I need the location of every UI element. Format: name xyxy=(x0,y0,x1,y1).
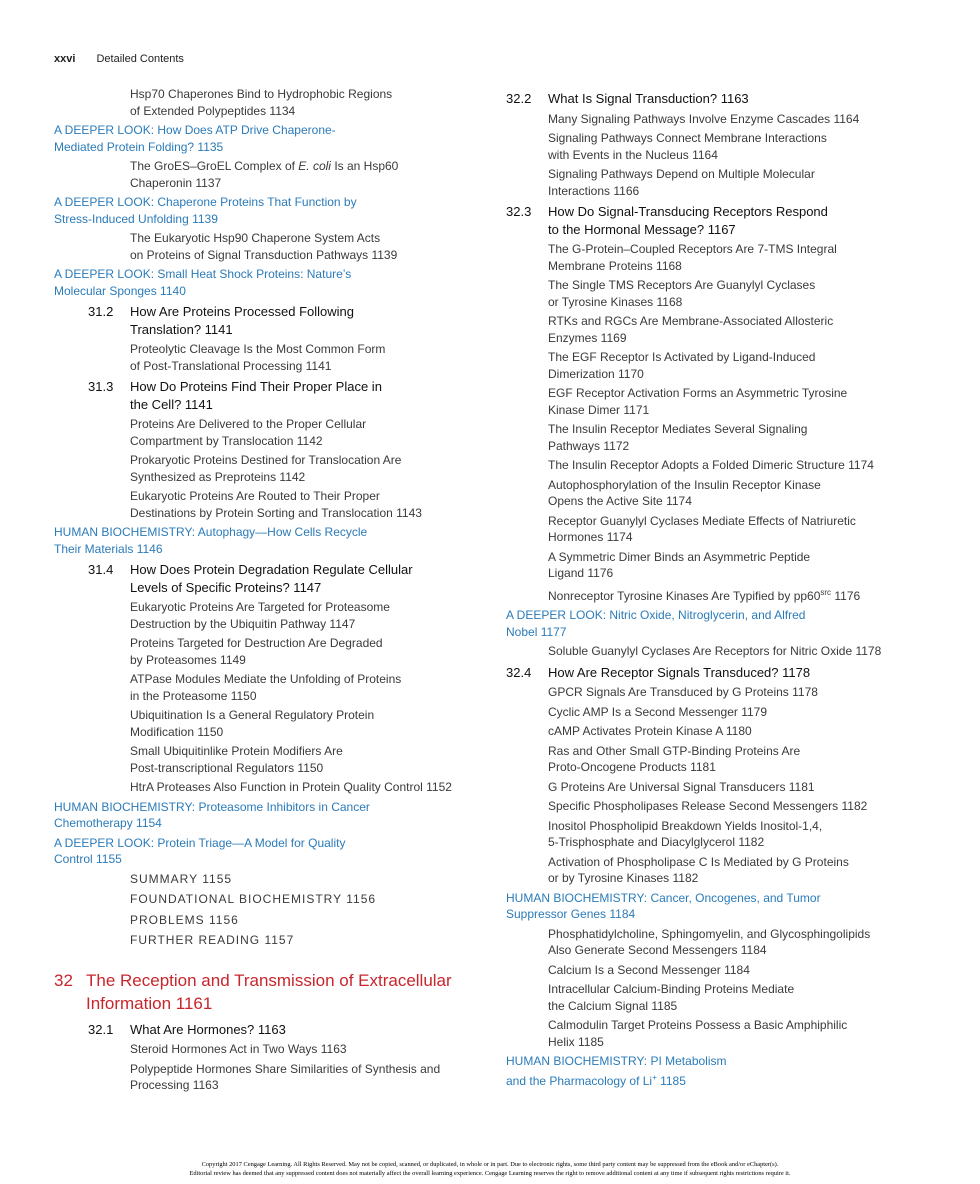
toc-entry-sub xyxy=(506,743,926,776)
entry-text: How Do Proteins Find Their Proper Place in the Cell? 1141 xyxy=(130,379,382,412)
toc-entry-sub xyxy=(54,599,474,632)
entry-text: Steroid Hormones Act in Two Ways 1163 xyxy=(130,1042,347,1056)
entry-text: cAMP Activates Protein Kinase A 1180 xyxy=(548,724,752,738)
entry-text: Prokaryotic Proteins Destined for Translocation Are Synthesized as Preproteins 1142 xyxy=(130,453,402,484)
toc-entry-end xyxy=(54,891,474,908)
entry-text: Small Ubiquitinlike Protein Modifiers Are Post-transcriptional Regulators 1150 xyxy=(130,744,343,775)
toc-entry-hl xyxy=(54,194,474,227)
toc-entry-sub xyxy=(54,158,474,191)
toc-entry-sub xyxy=(54,230,474,263)
toc-entry-sub xyxy=(506,277,926,310)
section-number: 31.3 xyxy=(88,379,114,394)
entry-text: The G-Protein–Coupled Receptors Are 7-TMS Integral Membrane Proteins 1168 xyxy=(548,242,837,273)
toc-entry-sub xyxy=(506,549,926,582)
section-number: 32.4 xyxy=(506,664,532,680)
running-head-title: Detailed Contents xyxy=(96,53,184,65)
toc-entry-sub xyxy=(506,684,926,701)
section-number: 32 xyxy=(54,970,73,990)
entry-text: Ubiquitination Is a General Regulatory Protein Modification 1150 xyxy=(130,708,375,739)
entry-text: What Is Signal Transduction? 1163 xyxy=(548,91,749,106)
section-number: 32.3 xyxy=(506,204,532,219)
page-number: xxvi xyxy=(54,53,76,65)
entry-text: The Insulin Receptor Adopts a Folded Dimeric Structure 1174 xyxy=(548,458,874,472)
section-number: 32.2 xyxy=(506,91,532,106)
entry-text: Many Signaling Pathways Involve Enzyme Cascades 1164 xyxy=(548,111,860,126)
entry-text: Calcium Is a Second Messenger 1184 xyxy=(548,962,750,977)
toc-entry-sub xyxy=(506,704,926,721)
entry-text: Polypeptide Hormones Share Similarities of Synthesis and Processing 1163 xyxy=(130,1061,441,1092)
entry-text: GPCR Signals Are Transduced by G Proteins 1178 xyxy=(548,685,818,699)
entry-text: Proteolytic Cleavage Is the Most Common Form of Post-Translational Processing 1141 xyxy=(130,342,386,373)
entry-text: The Eukaryotic Hsp90 Chaperone System Acts on Proteins of Signal Transduction Pathways 1139 xyxy=(130,231,398,262)
entry-text: ATPase Modules Mediate the Unfolding of Proteins in the Proteasome 1150 xyxy=(130,672,402,703)
toc-entry-hl xyxy=(54,524,474,557)
entry-text: Autophosphorylation of the Insulin Receptor Kinase Opens the Active Site 1174 xyxy=(548,477,821,508)
copyright-text: Copyright 2017 Cengage Learning. All Rights Reserved. May not be copied, scanned, or duplicated, in whole or in part. Due to electronic rights, some third party content may be suppressed from the eBook and/or eChapter(s). Editorial review has deemed that any suppressed content does not materially affect the overall learning experience. Cengage Learning reserves the right to remove additional content at any time if subsequent rights restrictions require it. xyxy=(189,1161,791,1177)
toc-entry-sub xyxy=(54,671,474,704)
toc-entry-sub xyxy=(506,421,926,454)
toc-entry-sub xyxy=(506,723,926,740)
toc-entry-end xyxy=(54,871,474,888)
toc-entry-section xyxy=(54,378,474,413)
entry-text: HUMAN BIOCHEMISTRY: Proteasome Inhibitors in Cancer Chemotherapy 1154 xyxy=(54,799,370,830)
toc-entry-sub xyxy=(54,488,474,521)
toc-entry-sub xyxy=(506,457,926,474)
toc-entry-hl xyxy=(54,266,474,299)
entry-text: Signaling Pathways Depend on Multiple Molecular Interactions 1166 xyxy=(548,167,815,198)
entry-text: Nonreceptor Tyrosine Kinases Are Typified by $pp60^{src}$ 1176 xyxy=(548,587,861,603)
toc-entry-sub xyxy=(506,385,926,418)
right-column xyxy=(506,86,926,1092)
toc-entry-sub xyxy=(54,86,474,119)
toc-entry-sub xyxy=(506,166,926,199)
entry-text: FURTHER READING 1157 xyxy=(130,933,295,947)
toc-entry-sub xyxy=(54,635,474,668)
entry-text: A DEEPER LOOK: How Does ATP Drive Chaperone- Mediated Protein Folding? 1135 xyxy=(54,123,336,154)
entry-text: A DEEPER LOOK: Nitric Oxide, Nitroglycerin, and Alfred Nobel 1177 xyxy=(506,608,806,639)
toc-entry-sub xyxy=(506,1017,926,1050)
toc-entry-sub xyxy=(54,416,474,449)
entry-text: Specific Phospholipases Release Second Messengers 1182 xyxy=(548,799,868,813)
toc-entry-end xyxy=(54,932,474,949)
chapter-heading xyxy=(54,969,474,1015)
entry-text: Eukaryotic Proteins Are Targeted for Proteasome Destruction by the Ubiquitin Pathway 1147 xyxy=(130,600,390,631)
toc-entry-sub xyxy=(506,241,926,274)
entry-text: Calmodulin Target Proteins Possess a Basic Amphiphilic Helix 1185 xyxy=(548,1018,848,1049)
entry-text: How Are Proteins Processed Following Translation? 1141 xyxy=(130,304,354,337)
toc-entry-sub xyxy=(506,313,926,346)
toc-entry-section xyxy=(54,561,474,596)
entry-text: FOUNDATIONAL BIOCHEMISTRY 1156 xyxy=(130,892,377,906)
entry-text: PROBLEMS 1156 xyxy=(130,912,239,927)
entry-text: A DEEPER LOOK: Protein Triage—A Model for Quality Control 1155 xyxy=(54,835,346,866)
entry-text: SUMMARY 1155 xyxy=(130,871,233,886)
copyright-notice xyxy=(0,1160,980,1178)
toc-entry-sub xyxy=(506,643,926,660)
toc-entry-sub xyxy=(506,818,926,851)
entry-text: Phosphatidylcholine, Sphingomyelin, and Glycosphingolipids Also Generate Second Messengers 1184 xyxy=(548,926,871,957)
toc-entry-sub xyxy=(54,341,474,374)
entry-text: A DEEPER LOOK: Chaperone Proteins That Function by Stress-Induced Unfolding 1139 xyxy=(54,195,357,226)
entry-text: The GroES–GroEL Complex of E. coli Is an Hsp60 Chaperonin 1137 xyxy=(130,159,399,190)
section-number: 31.4 xyxy=(88,562,114,577)
entry-text: Hsp70 Chaperones Bind to Hydrophobic Regions of Extended Polypeptides 1134 xyxy=(130,87,393,118)
toc-entry-sub xyxy=(506,798,926,815)
section-number: 31.2 xyxy=(88,304,114,319)
toc-entry-section xyxy=(506,90,926,108)
entry-text: Proteins Are Delivered to the Proper Cellular Compartment by Translocation 1142 xyxy=(130,417,367,448)
entry-text: Ras and Other Small GTP-Binding Proteins Are Proto-Oncogene Products 1181 xyxy=(548,743,801,774)
entry-text: The Single TMS Receptors Are Guanylyl Cyclases or Tyrosine Kinases 1168 xyxy=(548,278,816,309)
entry-text: Proteins Targeted for Destruction Are Degraded by Proteasomes 1149 xyxy=(130,636,383,667)
toc-entry-sub xyxy=(506,513,926,546)
entry-text: The Reception and Transmission of Extracellular Information 1161 xyxy=(86,970,452,1013)
section-number: 32.1 xyxy=(88,1021,114,1037)
toc-entry-sub xyxy=(506,779,926,796)
toc-entry-hl xyxy=(506,890,926,923)
entry-text: Signaling Pathways Connect Membrane Interactions with Events in the Nucleus 1164 xyxy=(548,131,827,162)
toc-entry-section xyxy=(506,664,926,682)
entry-text: How Does Protein Degradation Regulate Cellular Levels of Specific Proteins? 1147 xyxy=(130,562,413,595)
entry-text: The Insulin Receptor Mediates Several Signaling Pathways 1172 xyxy=(548,422,808,453)
toc-entry-hl xyxy=(54,122,474,155)
entry-text: EGF Receptor Activation Forms an Asymmetric Tyrosine Kinase Dimer 1171 xyxy=(548,386,848,417)
entry-text: A DEEPER LOOK: Small Heat Shock Proteins: Nature’s Molecular Sponges 1140 xyxy=(54,267,352,298)
toc-entry-sub xyxy=(54,1041,474,1058)
toc-entry-sub xyxy=(506,130,926,163)
entry-text: How Do Signal-Transducing Receptors Respond to the Hormonal Message? 1167 xyxy=(548,204,828,237)
toc-entry-section xyxy=(506,203,926,238)
entry-text: G Proteins Are Universal Signal Transducers 1181 xyxy=(548,779,815,794)
entry-text: A Symmetric Dimer Binds an Asymmetric Peptide Ligand 1176 xyxy=(548,549,811,580)
entry-text: HUMAN BIOCHEMISTRY: Autophagy—How Cells Recycle Their Materials 1146 xyxy=(54,525,368,556)
entry-text: Eukaryotic Proteins Are Routed to Their Proper Destinations by Protein Sorting and Translocation 1143 xyxy=(130,489,422,520)
entry-text: The EGF Receptor Is Activated by Ligand-Induced Dimerization 1170 xyxy=(548,350,816,381)
entry-text: What Are Hormones? 1163 xyxy=(130,1021,286,1037)
toc-entry-sub xyxy=(54,1061,474,1094)
toc-entry-sub xyxy=(506,349,926,382)
toc-entry-section xyxy=(54,303,474,338)
toc-entry-hl xyxy=(54,835,474,868)
entry-text: Activation of Phospholipase C Is Mediated by G Proteins or by Tyrosine Kinases 1182 xyxy=(548,854,849,885)
toc-entry-sub xyxy=(54,452,474,485)
entry-text: HUMAN BIOCHEMISTRY: PI Metabolism and the Pharmacology of Li+ 1185 xyxy=(506,1054,727,1088)
toc-entry-end xyxy=(54,912,474,929)
toc-entry-sub xyxy=(506,477,926,510)
toc-entry-sub xyxy=(506,926,926,959)
toc-entry-section xyxy=(54,1021,474,1039)
toc-entry-sub xyxy=(506,854,926,887)
toc-entry-hl xyxy=(506,607,926,640)
entry-text: HtrA Proteases Also Function in Protein Quality Control 1152 xyxy=(130,780,452,794)
entry-text: Receptor Guanylyl Cyclases Mediate Effects of Natriuretic Hormones 1174 xyxy=(548,513,856,544)
entry-text: Inositol Phospholipid Breakdown Yields Inositol-1,4, 5-Trisphosphate and Diacylglycerol 1182 xyxy=(548,818,823,849)
entry-text: Intracellular Calcium-Binding Proteins Mediate the Calcium Signal 1185 xyxy=(548,982,795,1013)
toc-entry-sub xyxy=(506,962,926,979)
running-head xyxy=(54,53,184,65)
entry-text: Soluble Guanylyl Cyclases Are Receptors for Nitric Oxide 1178 xyxy=(548,644,882,658)
entry-text: RTKs and RGCs Are Membrane-Associated Allosteric Enzymes 1169 xyxy=(548,314,834,345)
entry-text: HUMAN BIOCHEMISTRY: Cancer, Oncogenes, and Tumor Suppressor Genes 1184 xyxy=(506,890,821,921)
toc-entry-sub xyxy=(506,981,926,1014)
entry-text: How Are Receptor Signals Transduced? 1178 xyxy=(548,664,811,680)
entry-text: Cyclic AMP Is a Second Messenger 1179 xyxy=(548,704,767,719)
left-column xyxy=(54,86,474,1097)
toc-entry-sub xyxy=(506,585,926,605)
toc-entry-hl xyxy=(506,1053,926,1089)
toc-entry-hl xyxy=(54,799,474,832)
toc-entry-sub xyxy=(54,779,474,796)
toc-entry-sub xyxy=(506,111,926,128)
toc-entry-sub xyxy=(54,707,474,740)
toc-entry-sub xyxy=(54,743,474,776)
